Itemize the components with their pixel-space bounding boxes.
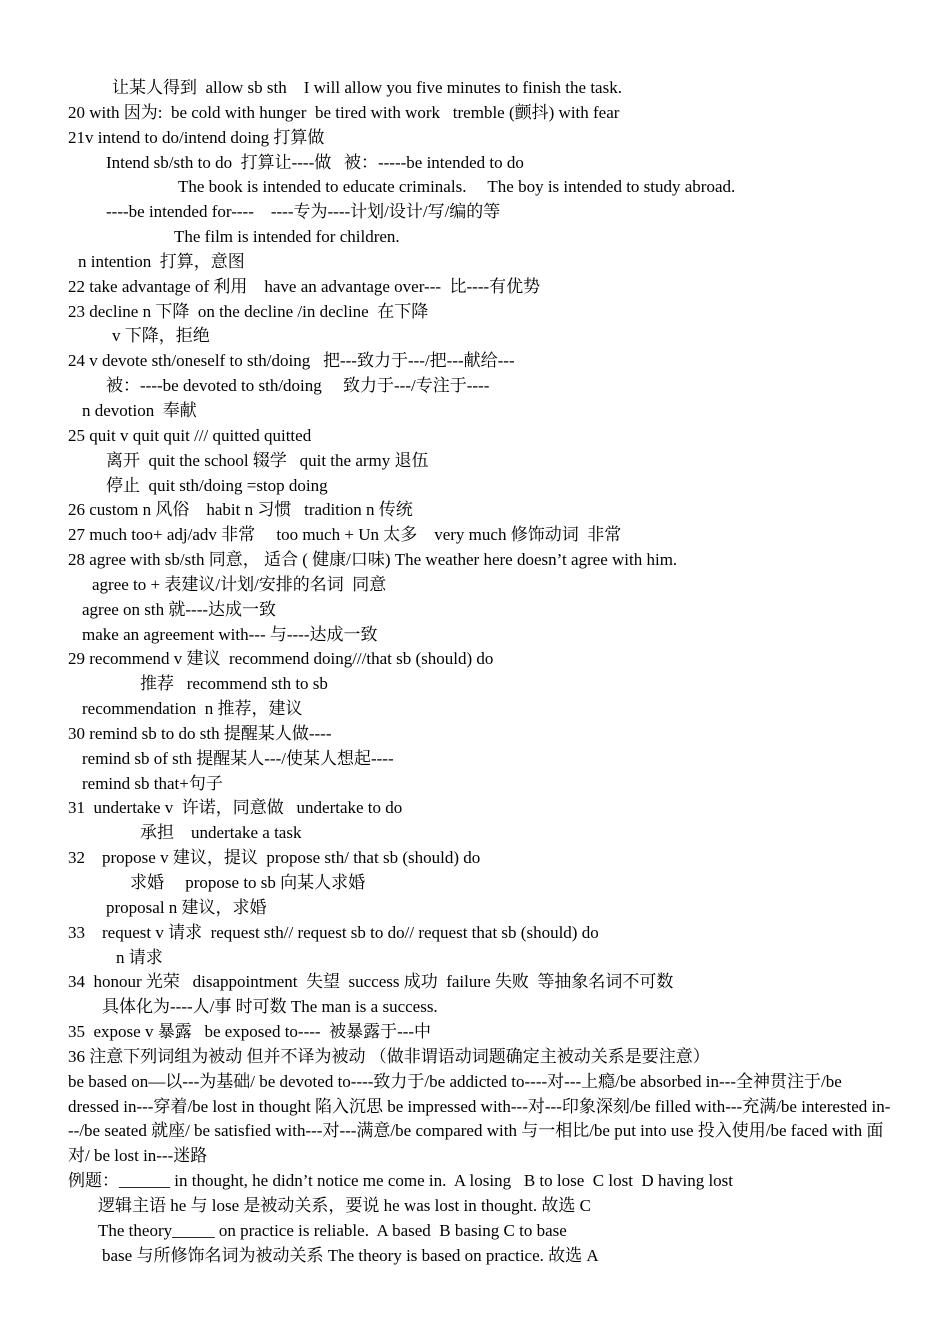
- text-line: 被：----be devoted to sth/doing 致力于---/专注于----: [106, 376, 490, 396]
- text-line: recommendation n 推荐，建议: [82, 699, 303, 719]
- text-line: ----be intended for---- ----专为----计划/设计/写/编的等: [106, 202, 501, 222]
- text-line: The book is intended to educate criminals. The boy is intended to study abroad.: [178, 177, 736, 197]
- text-line: 20 with 因为: be cold with hunger be tired with work tremble (颤抖) with fear: [68, 102, 620, 122]
- text-line: 具体化为----人/事 时可数 The man is a success.: [102, 997, 438, 1017]
- text-line: remind sb of sth 提醒某人---/使某人想起----: [82, 748, 394, 768]
- text-line: 24 v devote sth/oneself to sth/doing 把---致力于---/把---献给---: [68, 351, 515, 371]
- text-line: 停止 quit sth/doing =stop doing: [106, 475, 328, 495]
- text-line: 36 注意下列词组为被动 但并不译为被动 （做非谓语动词题确定主被动关系是要注意）: [68, 1046, 710, 1066]
- text-line: agree to + 表建议/计划/安排的名词 同意: [92, 574, 387, 594]
- notes-lines: [0, 76, 950, 1070]
- text-line: 让某人得到 allow sb sth I will allow you five minutes to finish the task.: [112, 78, 622, 97]
- text-line: n 请求: [116, 947, 163, 967]
- text-line: 承担 undertake a task: [140, 823, 302, 843]
- text-line: 例题：______ in thought, he didn’t notice me come in. A losing B to lose C lost D having lost: [68, 1171, 734, 1191]
- text-line: 推荐 recommend sth to sb: [140, 674, 328, 694]
- text-line: 23 decline n 下降 on the decline /in decline 在下降: [68, 301, 429, 321]
- text-line: Intend sb/sth to do 打算让----做 被：-----be intended to do: [106, 152, 524, 172]
- text-line: make an agreement with--- 与----达成一致: [82, 624, 378, 644]
- text-line: 35 expose v 暴露 be exposed to---- 被暴露于---中: [68, 1022, 432, 1042]
- text-line: 求婚 propose to sb 向某人求婚: [130, 873, 366, 892]
- text-line: 33 request v 请求 request sth// request sb to do// request that sb (should) do: [68, 922, 599, 942]
- text-line: 25 quit v quit quit /// quitted quitted: [68, 425, 312, 445]
- text-line: 29 recommend v 建议 recommend doing///that sb (should) do: [68, 649, 494, 669]
- text-line: remind sb that+句子: [82, 773, 223, 793]
- text-line: 22 take advantage of 利用 have an advantage over--- 比----有优势: [68, 276, 541, 296]
- text-line: 31 undertake v 许诺，同意做 undertake to do: [68, 798, 403, 818]
- passive-phrases-paragraph: be based on—以---为基础/ be devoted to----致力于/be addicted to----对---上瘾/be absorbed in---全神贯注于/be dressed in---穿着/be lost in thought 陷入沉思 be impressed with---对---印象深刻/be filled with---充满/be interested in---/be seated 就座/ be satisfied with---对---满意/be compared with 与一相比/be put into use 投入使用/be faced with 面对/ be lost in---迷路: [68, 1071, 891, 1166]
- text-line: 21v intend to do/intend doing 打算做: [68, 127, 325, 147]
- text-line: n devotion 奉献: [82, 400, 197, 420]
- text-line: 34 honour 光荣 disappointment 失望 success 成功 failure 失败 等抽象名词不可数: [68, 972, 674, 992]
- text-line: The theory_____ on practice is reliable. A based B basing C to base: [98, 1220, 567, 1240]
- example-lines: [0, 1169, 950, 1268]
- text-line: 30 remind sb to do sth 提醒某人做----: [68, 723, 332, 743]
- text-line: proposal n 建议，求婚: [106, 897, 267, 917]
- text-line: 26 custom n 风俗 habit n 习惯 tradition n 传统: [68, 500, 413, 520]
- text-line: base 与所修饰名词为被动关系 The theory is based on practice. 故选 A: [102, 1245, 599, 1265]
- text-line: 27 much too+ adj/adv 非常 too much + Un 太多 very much 修饰动词 非常: [68, 525, 622, 545]
- text-line: n intention 打算，意图: [78, 251, 245, 271]
- text-line: agree on sth 就----达成一致: [82, 599, 277, 619]
- text-line: The film is intended for children.: [174, 227, 400, 247]
- text-line: 离开 quit the school 辍学 quit the army 退伍: [106, 450, 429, 470]
- text-line: 28 agree with sb/sth 同意， 适合 ( 健康/口味) The weather here doesn’t agree with him.: [68, 550, 678, 570]
- text-line: v 下降，拒绝: [112, 326, 210, 346]
- document-page: [0, 76, 950, 1269]
- text-line: 32 propose v 建议，提议 propose sth/ that sb (should) do: [68, 848, 481, 868]
- text-line: 逻辑主语 he 与 lose 是被动关系，要说 he was lost in thought. 故选 C: [98, 1195, 591, 1215]
